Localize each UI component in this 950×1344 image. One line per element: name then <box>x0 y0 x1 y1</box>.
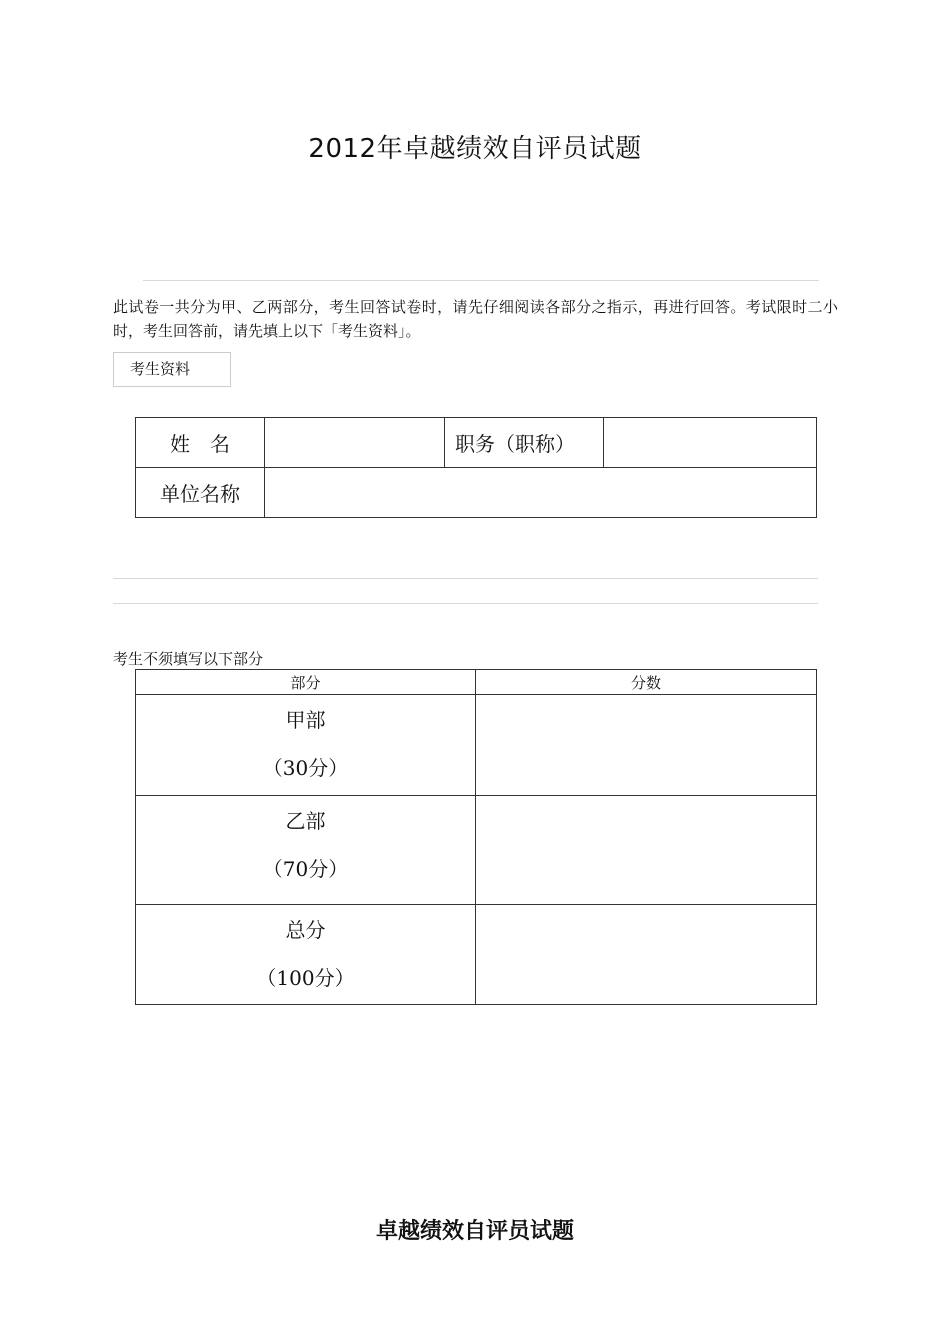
part-cell <box>136 695 476 796</box>
table-row <box>136 905 817 1005</box>
page-title: 2012年卓越绩效自评员试题 <box>308 134 642 164</box>
candidate-info-tab: 考生资料 <box>113 352 231 387</box>
part-name: 甲部 <box>285 708 326 732</box>
part-name: 乙部 <box>285 809 326 833</box>
score-cell[interactable] <box>476 905 817 1005</box>
part-cell <box>136 796 476 905</box>
header-score: 分数 <box>476 670 817 695</box>
unit-field[interactable] <box>265 468 817 518</box>
divider-top <box>143 280 819 281</box>
part-points: （100分） <box>256 966 355 990</box>
table-row <box>136 468 817 518</box>
candidate-info-table <box>135 417 817 518</box>
intro-paragraph: 此试卷一共分为甲、乙两部分，考生回答试卷时，请先仔细阅读各部分之指示，再进行回答。考试限时二小时，考生回答前，请先填上以下「考生资料」。 <box>113 298 838 340</box>
table-row <box>136 796 817 905</box>
score-cell[interactable] <box>476 695 817 796</box>
part-points: （70分） <box>262 857 349 881</box>
table-row <box>136 695 817 796</box>
divider-middle-2 <box>113 603 818 604</box>
name-field[interactable] <box>265 418 445 468</box>
name-label: 姓 名 <box>136 418 265 468</box>
unit-label: 单位名称 <box>136 468 265 518</box>
grader-note: 考生不须填写以下部分 <box>113 650 264 668</box>
header-part: 部分 <box>136 670 476 695</box>
table-header-row <box>136 670 817 695</box>
score-table <box>135 669 817 1005</box>
score-cell[interactable] <box>476 796 817 905</box>
position-field[interactable] <box>604 418 817 468</box>
part-name: 总分 <box>285 918 326 942</box>
table-row <box>136 418 817 468</box>
section-title: 卓越绩效自评员试题 <box>375 1219 574 1244</box>
part-points: （30分） <box>262 756 349 780</box>
divider-middle-1 <box>113 578 818 579</box>
part-cell <box>136 905 476 1005</box>
position-label: 职务（职称） <box>445 418 604 468</box>
